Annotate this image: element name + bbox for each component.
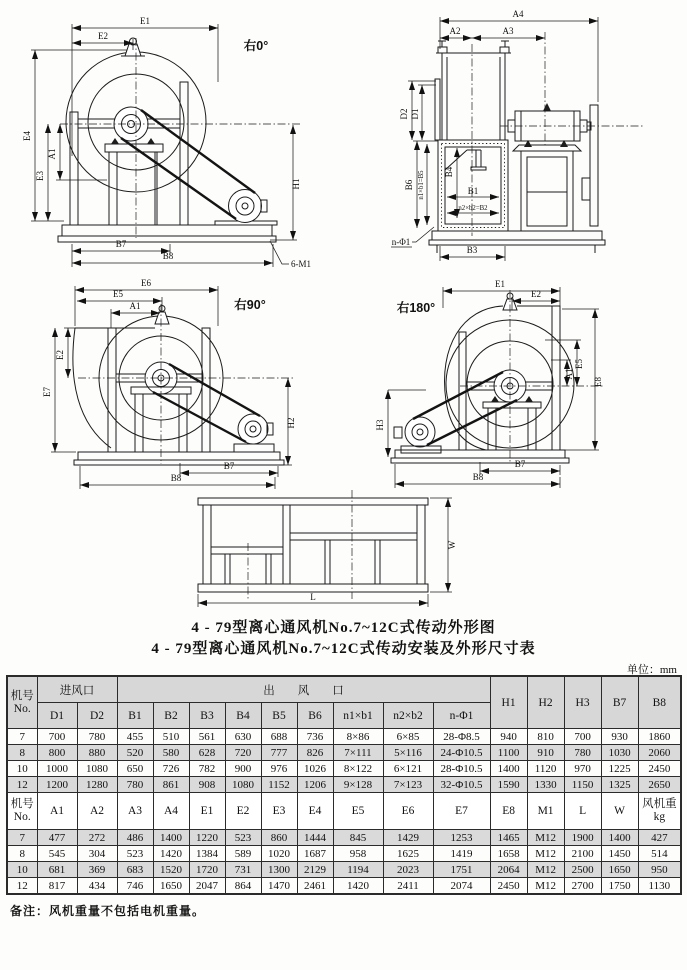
dim-label-e1: E1: [495, 279, 505, 289]
col-header-b7: B7: [601, 676, 638, 729]
motor: [508, 103, 591, 147]
table-cell: 1751: [433, 862, 490, 878]
table-cell: 7×123: [383, 777, 433, 793]
table-cell: 2700: [564, 878, 601, 895]
table-cell: 970: [564, 761, 601, 777]
table-cell: 860: [261, 830, 297, 846]
dimensions: [22, 16, 311, 269]
dim-label-nphi: n-Φ1: [391, 237, 411, 247]
dim-label-b8: B8: [170, 473, 182, 483]
table-cell: 777: [261, 745, 297, 761]
table-cell: 486: [117, 830, 153, 846]
col-header-a4: A4: [153, 793, 189, 830]
dim-label-e7: E7: [42, 387, 52, 397]
table-cell: 514: [638, 846, 681, 862]
table-cell: 826: [297, 745, 333, 761]
dim-label-e8: E8: [593, 377, 603, 387]
col-header-a3: A3: [117, 793, 153, 830]
table-cell: 1220: [189, 830, 225, 846]
base-frame: [429, 231, 605, 253]
table-cell: 272: [77, 830, 117, 846]
doc-title-line2: 4 - 79型离心通风机No.7~12C式传动安装及外形尺寸表: [151, 641, 536, 657]
col-header-e1: E1: [189, 793, 225, 830]
table-cell: M12: [527, 846, 564, 862]
table-cell: 780: [117, 777, 153, 793]
dim-label-b6: B6: [404, 179, 414, 191]
dim-label-b1: B1: [467, 186, 479, 196]
table-cell: 1465: [490, 830, 527, 846]
col-header-d1: D1: [37, 703, 77, 729]
view-caption-right0: 右0°: [243, 39, 269, 53]
table-cell: 650: [117, 761, 153, 777]
table-cell: 1026: [297, 761, 333, 777]
table-cell: 940: [490, 729, 527, 745]
table-row: [7, 777, 681, 793]
table-cell: 12: [7, 878, 37, 895]
table-cell: 2060: [638, 745, 681, 761]
view-caption-right180: 右180°: [396, 301, 436, 315]
col-header-e5: E5: [333, 793, 383, 830]
dim-label-b8: B8: [162, 251, 174, 261]
centerlines: [472, 32, 643, 236]
table-cell: 681: [37, 862, 77, 878]
dim-label-h2: H2: [286, 417, 296, 429]
table-cell: 2064: [490, 862, 527, 878]
pedestal: [105, 138, 163, 225]
table-row: [7, 862, 681, 878]
col-header-n1b1: n1×b1: [333, 703, 383, 729]
dim-label-b3: B3: [466, 245, 478, 255]
table-cell: 2023: [383, 862, 433, 878]
doc-title-line1: 4 - 79型离心通风机No.7~12C式传动外形图: [191, 620, 496, 636]
table-cell: M12: [527, 878, 564, 895]
table-cell: 434: [77, 878, 117, 895]
table-cell: 2450: [638, 761, 681, 777]
table-cell: 861: [153, 777, 189, 793]
dim-label-b7: B7: [514, 459, 526, 469]
table-cell: 1419: [433, 846, 490, 862]
table-cell: 304: [77, 846, 117, 862]
table-cell: 6×85: [383, 729, 433, 745]
dim-label-b7: B7: [223, 461, 235, 471]
table-cell: 523: [225, 830, 261, 846]
drawing-view-right90: [18, 276, 350, 500]
table-cell: 28-Φ8.5: [433, 729, 490, 745]
table-cell: 976: [261, 761, 297, 777]
table-cell: 8: [7, 745, 37, 761]
col-header-a2: A2: [77, 793, 117, 830]
table-cell: 958: [333, 846, 383, 862]
dim-label-b7: B7: [115, 239, 127, 249]
table-cell: 900: [225, 761, 261, 777]
col-header-h2: H2: [527, 676, 564, 729]
table-cell: 2074: [433, 878, 490, 895]
table-cell: 2047: [189, 878, 225, 895]
dim-label-e5: E5: [574, 359, 584, 369]
table-cell: 12: [7, 777, 37, 793]
col-header-w: W: [601, 793, 638, 830]
base-frame: [74, 452, 284, 465]
col-header-l: L: [564, 793, 601, 830]
table-cell: 1080: [225, 777, 261, 793]
table-cell: 1470: [261, 878, 297, 895]
table-row: [7, 745, 681, 761]
table-cell: M12: [527, 830, 564, 846]
table-cell: 6×121: [383, 761, 433, 777]
table-cell: 720: [225, 745, 261, 761]
col-header-e2: E2: [225, 793, 261, 830]
table-cell: 1150: [564, 777, 601, 793]
dim-label-l: L: [310, 592, 316, 602]
table-cell: 908: [189, 777, 225, 793]
col-header-b8: B8: [638, 676, 681, 729]
dim-label-a2: A2: [449, 26, 461, 36]
table-cell: 455: [117, 729, 153, 745]
table-cell: 1400: [490, 761, 527, 777]
col-header-model: 机号 No.: [7, 676, 37, 729]
table-cell: 950: [638, 862, 681, 878]
table-cell: 2100: [564, 846, 601, 862]
table-cell: 1330: [527, 777, 564, 793]
table-cell: 2129: [297, 862, 333, 878]
table-cell: 731: [225, 862, 261, 878]
table-cell: 810: [527, 729, 564, 745]
col-header-nphi1: n-Φ1: [433, 703, 490, 729]
table-cell: 24-Φ10.5: [433, 745, 490, 761]
table-cell: 7: [7, 830, 37, 846]
table-cell: 5×116: [383, 745, 433, 761]
table-cell: 1400: [601, 830, 638, 846]
dim-label-a1: A1: [47, 148, 57, 160]
frame-members: [198, 498, 428, 592]
table-cell: 726: [153, 761, 189, 777]
table-cell: 688: [261, 729, 297, 745]
table-cell: 800: [37, 745, 77, 761]
dim-label-e5: E5: [113, 289, 123, 299]
table-cell: 630: [225, 729, 261, 745]
table-cell: 746: [117, 878, 153, 895]
table-cell: 2650: [638, 777, 681, 793]
unit-label: 单位：mm: [626, 664, 677, 676]
table-cell: 1520: [153, 862, 189, 878]
motor: [234, 414, 274, 452]
dim-label-h1: H1: [291, 178, 301, 190]
lifting-lug: [155, 312, 169, 324]
col-header-a1: A1: [37, 793, 77, 830]
col-header-e4: E4: [297, 793, 333, 830]
table-cell: 510: [153, 729, 189, 745]
table-cell: 1687: [297, 846, 333, 862]
table-cell: 10: [7, 761, 37, 777]
col-header-model: 机号 No.: [7, 793, 37, 830]
col-header-weight: 风机重 kg: [638, 793, 681, 830]
table-cell: 780: [564, 745, 601, 761]
table-cell: 1206: [297, 777, 333, 793]
table-cell: 1750: [601, 878, 638, 895]
table-cell: 8×86: [333, 729, 383, 745]
col-header-inlet: 进风口: [37, 676, 117, 703]
document-titles: [0, 618, 687, 660]
centerlines: [460, 290, 605, 462]
col-header-b3: B3: [189, 703, 225, 729]
table-cell: 1280: [77, 777, 117, 793]
table-cell: 1194: [333, 862, 383, 878]
table-cell: 1625: [383, 846, 433, 862]
table-cell: 700: [37, 729, 77, 745]
table-cell: 545: [37, 846, 77, 862]
table-cell: 1300: [261, 862, 297, 878]
table-cell: 1030: [601, 745, 638, 761]
table-cell: 1420: [153, 846, 189, 862]
table-cell: 780: [77, 729, 117, 745]
col-header-b2: B2: [153, 703, 189, 729]
col-header-e3: E3: [261, 793, 297, 830]
table-cell: 2411: [383, 878, 433, 895]
col-header-outlet: 出 风 口: [117, 676, 490, 703]
dim-label-e3: E3: [35, 171, 45, 181]
table-cell: 782: [189, 761, 225, 777]
table-cell: 477: [37, 830, 77, 846]
col-header-b1: B1: [117, 703, 153, 729]
drawing-view-right0: [8, 4, 340, 282]
view-caption-right90: 右90°: [234, 298, 266, 312]
dim-label-6m1: 6-M1: [291, 259, 311, 269]
table-cell: 1200: [37, 777, 77, 793]
table-cell: 1860: [638, 729, 681, 745]
col-header-m1: M1: [527, 793, 564, 830]
col-header-e6: E6: [383, 793, 433, 830]
table-row: [7, 830, 681, 846]
col-header-h1: H1: [490, 676, 527, 729]
outlet-duct: [435, 41, 511, 140]
table-cell: 1325: [601, 777, 638, 793]
table-cell: 1444: [297, 830, 333, 846]
dimension-table: [6, 675, 682, 895]
table-cell: 580: [153, 745, 189, 761]
table-cell: 864: [225, 878, 261, 895]
table-cell: 1120: [527, 761, 564, 777]
dim-label-e6: E6: [141, 278, 151, 288]
dim-label-b8: B8: [472, 472, 484, 482]
dim-label-e1: E1: [140, 16, 150, 26]
drawing-side-view: [388, 4, 685, 270]
table-cell: 2450: [490, 878, 527, 895]
col-header-h3: H3: [564, 676, 601, 729]
table-cell: 1400: [153, 830, 189, 846]
dimensions: [198, 498, 457, 607]
table-cell: 9×128: [333, 777, 383, 793]
table-row: [7, 878, 681, 895]
table-row: [7, 846, 681, 862]
table-cell: 736: [297, 729, 333, 745]
table-cell: 1080: [77, 761, 117, 777]
dim-label-a4: A4: [512, 9, 524, 19]
base-frame: [58, 221, 277, 242]
table-body-bottom: [7, 830, 681, 895]
table-cell: 1130: [638, 878, 681, 895]
table-cell: 427: [638, 830, 681, 846]
dim-label-e2: E2: [531, 289, 541, 299]
dim-label-w: W: [447, 540, 457, 550]
table-cell: 1429: [383, 830, 433, 846]
table-cell: 683: [117, 862, 153, 878]
dim-label-a1: A1: [129, 301, 141, 311]
table-cell: 1900: [564, 830, 601, 846]
table-cell: 369: [77, 862, 117, 878]
col-header-e7: E7: [433, 793, 490, 830]
dim-label-e2: E2: [55, 350, 65, 360]
table-cell: 1225: [601, 761, 638, 777]
drawing-base-frame-plan: [185, 487, 495, 613]
table-cell: 1450: [601, 846, 638, 862]
table-cell: 628: [189, 745, 225, 761]
table-cell: 880: [77, 745, 117, 761]
table-cell: 700: [564, 729, 601, 745]
table-cell: 930: [601, 729, 638, 745]
table-cell: 1650: [153, 878, 189, 895]
dim-label-n1b1: n1×b1=B5: [418, 170, 425, 200]
table-cell: 1100: [490, 745, 527, 761]
table-cell: 1658: [490, 846, 527, 862]
drawing-view-right180: [368, 276, 687, 500]
dim-label-e2: E2: [98, 31, 108, 41]
table-cell: M12: [527, 862, 564, 878]
table-cell: 561: [189, 729, 225, 745]
table-cell: 1590: [490, 777, 527, 793]
mid-header-row: [7, 793, 681, 830]
motor-pedestal: [513, 105, 598, 231]
motor: [394, 417, 441, 453]
table-row: [7, 729, 681, 745]
col-header-n2b2: n2×b2: [383, 703, 433, 729]
table-cell: 910: [527, 745, 564, 761]
footnote: 备注：风机重量不包括电机重量。: [10, 904, 206, 918]
table-cell: 1384: [189, 846, 225, 862]
table-row: [7, 761, 681, 777]
col-header-b4: B4: [225, 703, 261, 729]
dim-label-d2: D2: [399, 108, 409, 120]
table-body-top: [7, 729, 681, 793]
table-cell: 523: [117, 846, 153, 862]
dim-label-b4: B4: [444, 166, 454, 178]
col-header-e8: E8: [490, 793, 527, 830]
table-cell: 7: [7, 729, 37, 745]
table-cell: 1720: [189, 862, 225, 878]
table-cell: 2500: [564, 862, 601, 878]
table-cell: 1420: [333, 878, 383, 895]
table-cell: 2461: [297, 878, 333, 895]
dim-label-d1: D1: [410, 108, 420, 120]
centerlines: [248, 490, 352, 599]
dim-label-e4: E4: [22, 131, 32, 141]
dim-label-a1: A1: [564, 368, 574, 380]
base-frame: [391, 450, 569, 463]
table-cell: 520: [117, 745, 153, 761]
table-cell: 1152: [261, 777, 297, 793]
table-cell: 8×122: [333, 761, 383, 777]
table-cell: 8: [7, 846, 37, 862]
col-header-b6: B6: [297, 703, 333, 729]
dim-label-a3: A3: [502, 26, 514, 36]
table-cell: 7×111: [333, 745, 383, 761]
table-cell: 817: [37, 878, 77, 895]
table-cell: 1650: [601, 862, 638, 878]
table-cell: 1000: [37, 761, 77, 777]
table-cell: 1020: [261, 846, 297, 862]
dim-label-h3: H3: [375, 419, 385, 431]
table-cell: 28-Φ10.5: [433, 761, 490, 777]
table-cell: 589: [225, 846, 261, 862]
col-header-b5: B5: [261, 703, 297, 729]
table-cell: 845: [333, 830, 383, 846]
dim-label-n2b2: n2×b2=B2: [458, 205, 488, 212]
table-cell: 10: [7, 862, 37, 878]
table-cell: 1253: [433, 830, 490, 846]
col-header-d2: D2: [77, 703, 117, 729]
table-cell: 32-Φ10.5: [433, 777, 490, 793]
